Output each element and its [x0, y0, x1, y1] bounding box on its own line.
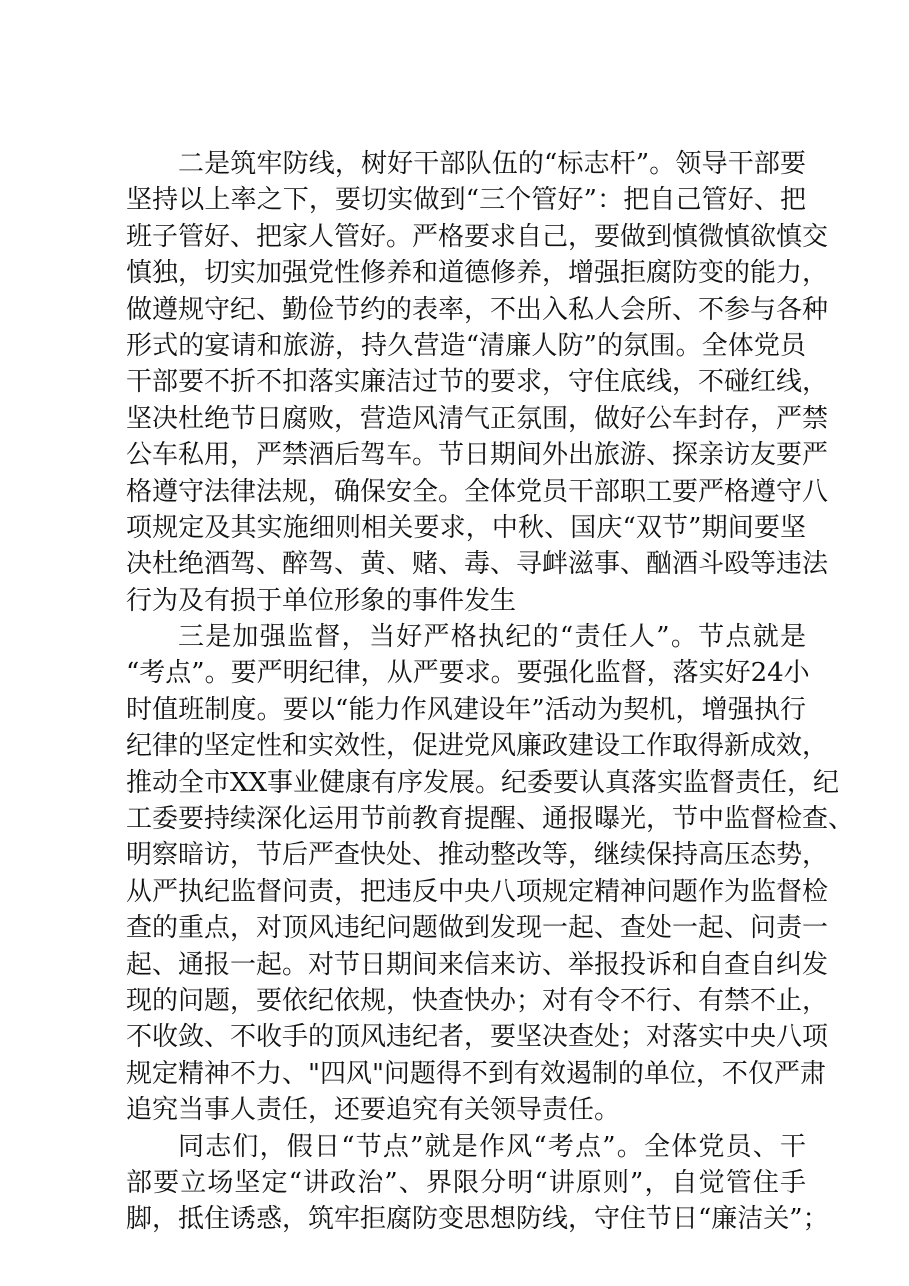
text-line: 现的问题，要依纪依规，快查快办；对有令不行、有禁不止，: [126, 985, 829, 1016]
text-line: 二是筑牢防线，树好干部队伍的“标志杆”。领导干部要: [178, 149, 806, 179]
text-line: 规定精神不力、"四风"问题得不到有效遏制的单位，不仅严肃: [126, 1058, 826, 1089]
text-line: 部要立场坚定“讲政治”、界限分明“讲原则”，自觉管住手: [126, 1167, 806, 1198]
text-line: 明察暗访，节后严查快处、推动整改等，继续保持高压态势，: [126, 840, 829, 871]
text-line: 做遵规守纪、勤俭节约的表率，不出入私人会所、不参与各种: [126, 294, 829, 325]
text-line: 工委要持续深化运用节前教育提醒、通报曝光，节中监督检查、: [126, 804, 855, 835]
text-line: 追究当事人责任，还要追究有关领导责任。: [126, 1095, 621, 1126]
text-line: 公车私用，严禁酒后驾车。节日期间外出旅游、探亲访友要严: [126, 440, 829, 471]
text-line: 脚，抵住诱惑，筑牢拒腐防变思想防线，守住节日“廉洁关”；: [126, 1204, 829, 1235]
text-line: 起、通报一起。对节日期间来信来访、举报投诉和自查自纠发: [126, 949, 829, 980]
text-line: 从严执纪监督问责，把违反中央八项规定精神问题作为监督检: [126, 876, 829, 907]
paragraph-2-holding-the-line: [126, 146, 829, 619]
text-line: 推动全市XX事业健康有序发展。纪委要认真落实监督责任，纪: [126, 767, 840, 798]
paragraph-3-strengthen-supervision: [126, 619, 855, 1128]
text-line: 慎独，切实加强党性修养和道德修养，增强拒腐防变的能力，: [126, 258, 829, 289]
text-line: 班子管好、把家人管好。严格要求自己，要做到慎微慎欲慎交: [126, 221, 829, 252]
text-line: 格遵守法律法规，确保安全。全体党员干部职工要严格遵守八: [126, 476, 829, 507]
text-line: 时值班制度。要以“能力作风建设年”活动为契机，增强执行: [126, 694, 806, 725]
text-line: 行为及有损于单位形象的事件发生: [126, 585, 517, 616]
text-line: 坚持以上率之下，要切实做到“三个管好”：把自己管好、把: [126, 185, 806, 216]
text-line: 形式的宴请和旅游，持久营造“清廉人防”的氛围。全体党员: [126, 330, 806, 361]
text-line: 坚决杜绝节日腐败，营造风清气正氛围，做好公车封存，严禁: [126, 403, 829, 434]
text-line: 不收敛、不收手的顶风违纪者，要坚决查处；对落实中央八项: [126, 1022, 829, 1053]
text-line: 同志们，假日“节点”就是作风“考点”。全体党员、干: [178, 1131, 806, 1162]
text-line: “考点”。要严明纪律，从严要求。要强化监督，落实好24小: [126, 658, 810, 689]
paragraph-closing-remarks: [126, 1129, 829, 1238]
text-line: 三是加强监督，当好严格执纪的“责任人”。节点就是: [178, 622, 806, 653]
document-body: [126, 146, 855, 1238]
text-line: 决杜绝酒驾、醉驾、黄、赌、毒、寻衅滋事、酗酒斗殴等违法: [126, 549, 829, 580]
text-line: 干部要不折不扣落实廉洁过节的要求，守住底线，不碰红线，: [126, 367, 829, 398]
text-line: 查的重点，对顶风违纪问题做到发现一起、查处一起、问责一: [126, 913, 829, 944]
text-line: 项规定及其实施细则相关要求，中秋、国庆“双节”期间要坚: [126, 512, 806, 543]
text-line: 纪律的坚定性和实效性，促进党风廉政建设工作取得新成效，: [126, 731, 829, 762]
